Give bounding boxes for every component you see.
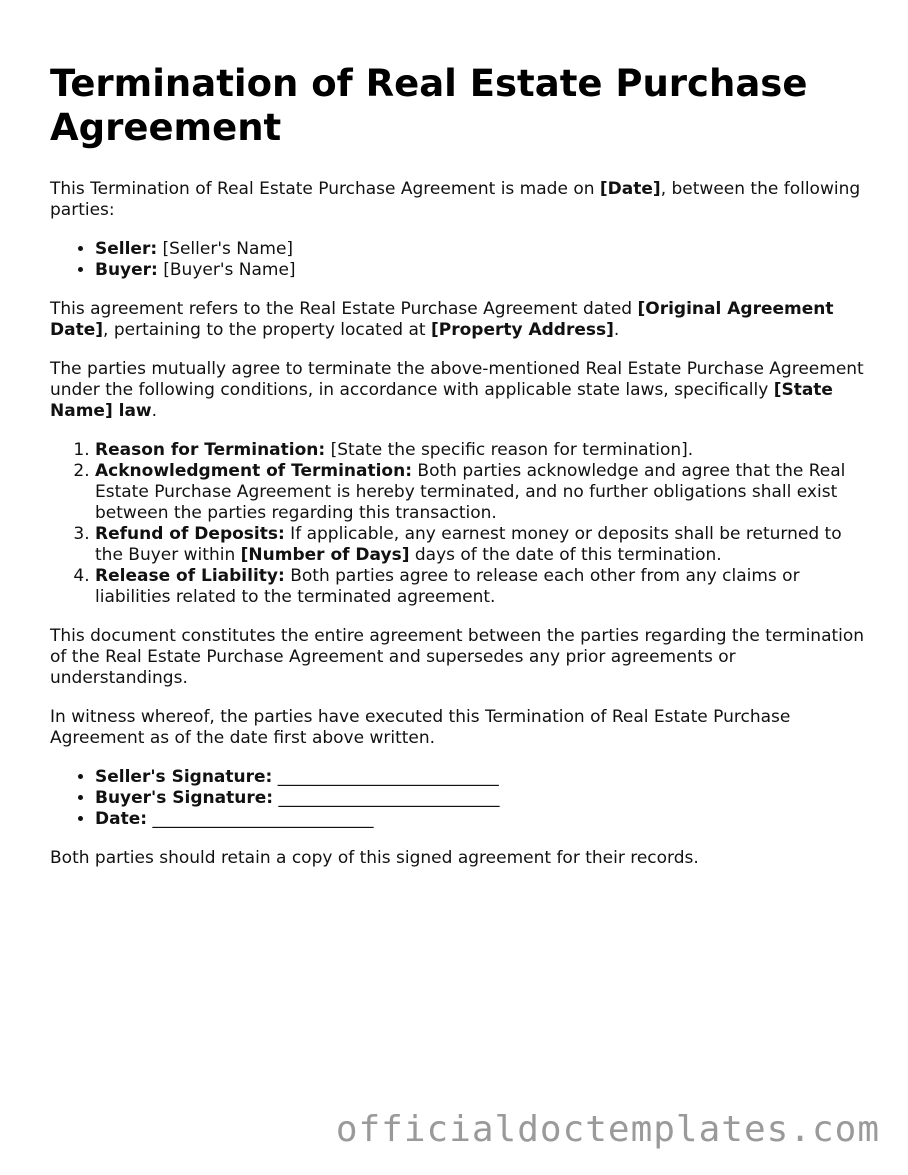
parties-list — [50, 239, 865, 281]
seller-label: Seller: — [95, 239, 158, 259]
signature-line: __________________________ — [147, 809, 374, 829]
closing-paragraph: Both parties should retain a copy of this signed agreement for their records. — [50, 848, 699, 868]
signature-buyer — [95, 788, 865, 809]
condition-release — [95, 566, 865, 608]
intro-text-2: , between the following parties: — [50, 179, 861, 220]
condition-text: If applicable, any earnest money or deposits shall be returned to the Buyer within — [95, 524, 842, 565]
date-placeholder: [Date] — [599, 179, 661, 199]
witness-paragraph: In witness whereof, the parties have executed this Termination of Real Estate Purchase Agreement as of the date first above written. — [50, 707, 791, 748]
condition-acknowledgment — [95, 461, 865, 524]
document-title: Termination of Real Estate Purchase Agreement — [50, 62, 808, 149]
condition-text-2: days of the date of this termination. — [409, 545, 722, 565]
buyer-label: Buyer: — [95, 260, 158, 280]
list-item-buyer — [95, 260, 865, 281]
signature-seller — [95, 767, 865, 788]
signature-label: Buyer's Signature: — [95, 788, 274, 808]
watermark: officialdoctemplates.com — [335, 1109, 880, 1150]
property-address-placeholder: [Property Address] — [430, 320, 614, 340]
reference-text-1: This agreement refers to the Real Estate Purchase Agreement dated — [50, 299, 638, 319]
mutual-text-2: . — [151, 401, 158, 421]
condition-text: [State the specific reason for termination]. — [325, 440, 694, 460]
condition-text: Both parties acknowledge and agree that the Real Estate Purchase Agreement is hereby terminated, and no further obligations shall exist between the parties regarding this transaction. — [95, 461, 846, 523]
mutual-agreement-paragraph — [50, 359, 865, 422]
condition-label: Reason for Termination: — [95, 440, 326, 460]
signatures-list — [50, 767, 865, 830]
mutual-text-1: The parties mutually agree to terminate the above-mentioned Real Estate Purchase Agreement under the following conditions, in accordance with applicable state laws, specifically — [50, 359, 864, 400]
conditions-list — [50, 440, 865, 608]
days-placeholder: [Number of Days] — [240, 545, 410, 565]
condition-label: Release of Liability: — [95, 566, 285, 586]
document-page — [50, 62, 865, 887]
condition-reason — [95, 440, 865, 461]
seller-value: [Seller's Name] — [157, 239, 294, 259]
condition-text: Both parties agree to release each other from any claims or liabilities related to the terminated agreement. — [95, 566, 800, 607]
signature-label: Seller's Signature: — [95, 767, 273, 787]
state-law-placeholder: [State Name] law — [50, 380, 833, 421]
condition-refund — [95, 524, 865, 566]
entire-agreement-paragraph: This document constitutes the entire agreement between the parties regarding the termination of the Real Estate Purchase Agreement and supersedes any prior agreements or understandings. — [50, 626, 865, 688]
signature-line: __________________________ — [273, 788, 500, 808]
condition-label: Acknowledgment of Termination: — [95, 461, 413, 481]
intro-paragraph — [50, 179, 865, 221]
reference-text-2: , pertaining to the property located at — [103, 320, 431, 340]
signature-date — [95, 809, 865, 830]
list-item-seller — [95, 239, 865, 260]
buyer-value: [Buyer's Name] — [157, 260, 296, 280]
condition-label: Refund of Deposits: — [95, 524, 285, 544]
reference-paragraph — [50, 299, 865, 341]
intro-text-1: This Termination of Real Estate Purchase Agreement is made on — [50, 179, 600, 199]
signature-line: __________________________ — [272, 767, 499, 787]
reference-text-3: . — [613, 320, 620, 340]
signature-label: Date: — [95, 809, 148, 829]
original-date-placeholder: [Original Agreement Date] — [50, 299, 834, 340]
